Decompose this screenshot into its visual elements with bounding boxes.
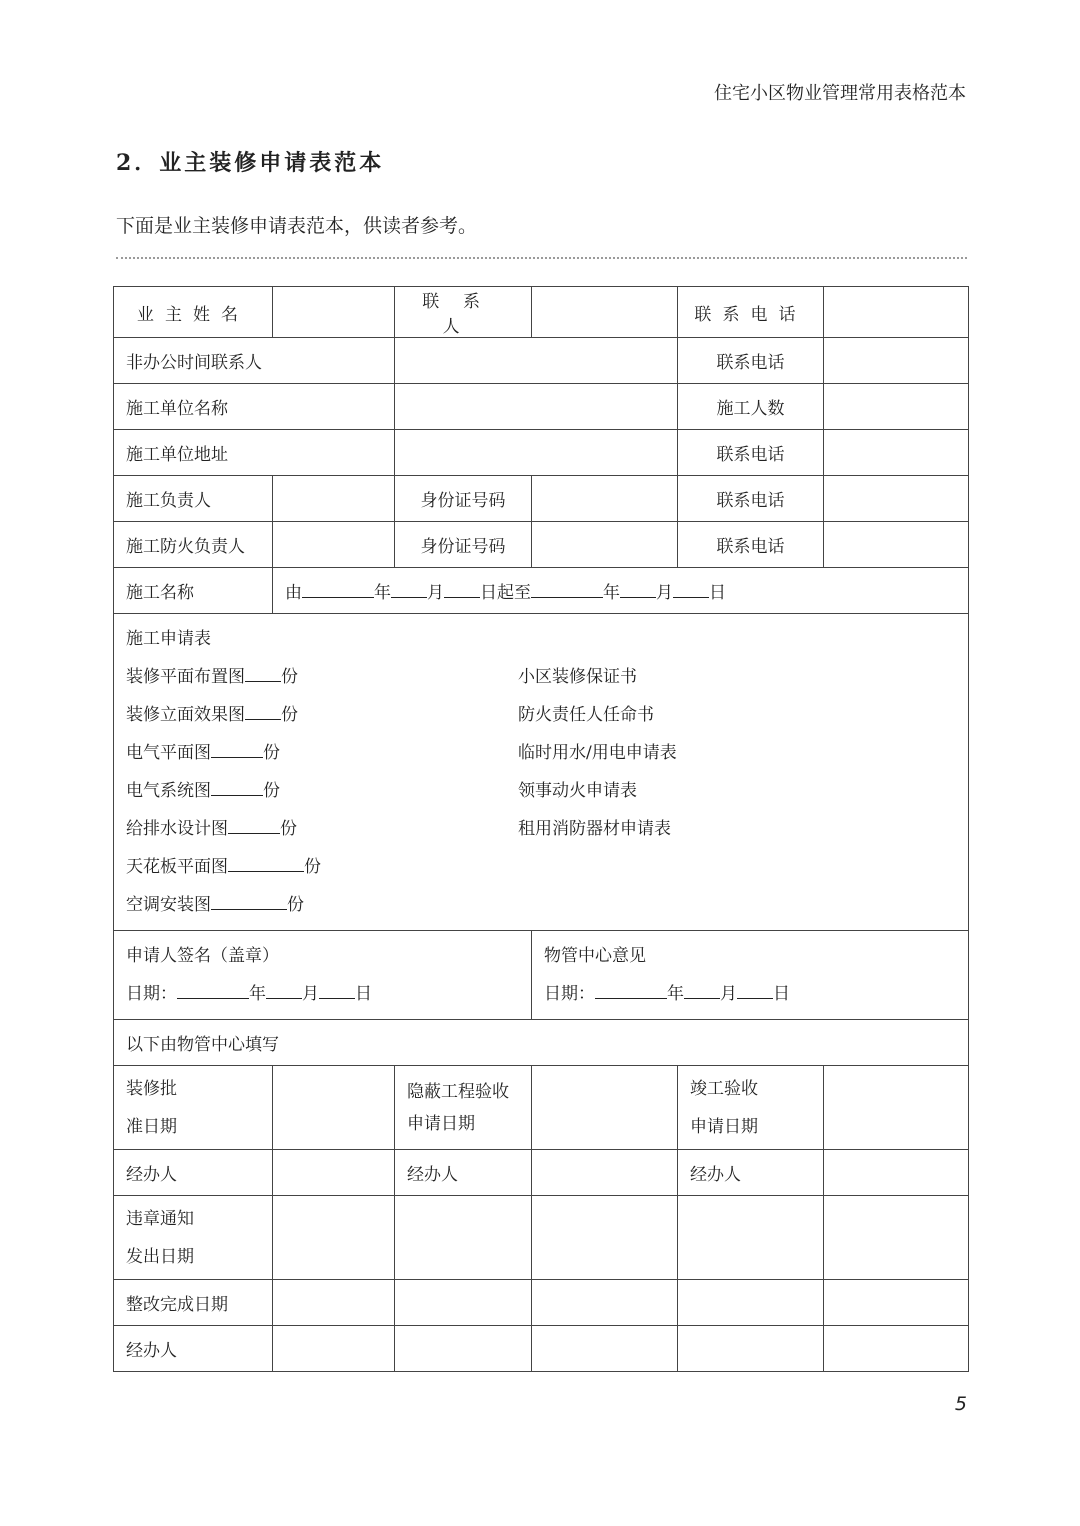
contractor-name-label: 施工单位名称 xyxy=(114,384,395,430)
copies-blank[interactable] xyxy=(245,702,281,720)
document-item xyxy=(126,848,518,886)
site-manager-id-field[interactable] xyxy=(532,476,678,522)
row-construction-period xyxy=(114,568,969,614)
row-final-handler xyxy=(114,1326,969,1372)
document-item xyxy=(126,658,518,696)
contact-phone-field[interactable] xyxy=(824,287,969,338)
day-text: 日 xyxy=(773,984,790,1004)
certificate-item: 防火责任人任命书 xyxy=(518,705,654,725)
start-to-text: 日起至 xyxy=(480,583,531,603)
contractor-address-field[interactable] xyxy=(395,430,678,476)
row-after-hours xyxy=(114,338,969,384)
documents-lists xyxy=(126,658,956,924)
construction-period-field[interactable] xyxy=(273,568,969,614)
row-contractor-name xyxy=(114,384,969,430)
final-handler-field[interactable] xyxy=(678,1326,824,1372)
drawings-list xyxy=(126,658,518,924)
copies-unit: 份 xyxy=(263,781,280,801)
rectify-field[interactable] xyxy=(273,1280,395,1326)
year-text: 年 xyxy=(374,583,391,603)
month-text: 月 xyxy=(427,583,444,603)
management-opinion-label: 物管中心意见 xyxy=(544,946,646,966)
copies-unit: 份 xyxy=(281,667,298,687)
copies-blank[interactable] xyxy=(211,740,263,758)
dotted-divider xyxy=(116,257,967,259)
documents-title: 施工申请表 xyxy=(126,629,211,649)
start-year-blank[interactable] xyxy=(302,580,374,598)
site-manager-label: 施工负责人 xyxy=(114,476,273,522)
document-item xyxy=(126,772,518,810)
document-name: 空调安装图 xyxy=(126,895,211,915)
day-text: 日 xyxy=(709,583,726,603)
document-name: 给排水设计图 xyxy=(126,819,228,839)
copies-unit: 份 xyxy=(287,895,304,915)
fire-manager-id-label: 身份证号码 xyxy=(395,522,532,568)
completion-field[interactable] xyxy=(824,1066,969,1150)
row-approval-dates xyxy=(114,1066,969,1150)
rectify-field[interactable] xyxy=(532,1280,678,1326)
violation-notice-label xyxy=(114,1196,273,1280)
management-opinion-cell[interactable] xyxy=(532,931,969,1020)
site-manager-field[interactable] xyxy=(273,476,395,522)
contact-person-field[interactable] xyxy=(532,287,678,338)
site-manager-phone-label: 联系电话 xyxy=(678,476,824,522)
row-site-manager xyxy=(114,476,969,522)
document-name: 天花板平面图 xyxy=(126,857,228,877)
year2-text: 年 xyxy=(603,583,620,603)
fire-manager-label: 施工防火负责人 xyxy=(114,522,273,568)
final-handler-field[interactable] xyxy=(824,1326,969,1372)
hidden-works-label xyxy=(395,1066,532,1150)
site-manager-phone-field[interactable] xyxy=(824,476,969,522)
year-blank[interactable] xyxy=(177,981,249,999)
rectify-field[interactable] xyxy=(824,1280,969,1326)
fire-manager-field[interactable] xyxy=(273,522,395,568)
worker-count-field[interactable] xyxy=(824,384,969,430)
contractor-phone-field[interactable] xyxy=(824,430,969,476)
violation-field[interactable] xyxy=(273,1196,395,1280)
certificate-item: 临时用水/用电申请表 xyxy=(518,743,677,763)
start-month-blank[interactable] xyxy=(391,580,427,598)
row-handlers xyxy=(114,1150,969,1196)
contact-person-label: 联系人 xyxy=(395,287,532,338)
label-line: 违章通知 xyxy=(126,1208,194,1229)
rectify-date-label: 整改完成日期 xyxy=(114,1280,273,1326)
contractor-phone-label: 联系电话 xyxy=(678,430,824,476)
handler-field[interactable] xyxy=(273,1150,395,1196)
label-line: 发出日期 xyxy=(126,1246,194,1267)
label-line: 申请日期 xyxy=(690,1116,758,1137)
certificate-item: 领事动火申请表 xyxy=(518,781,637,801)
final-handler-field[interactable] xyxy=(273,1326,395,1372)
after-hours-phone-label: 联系电话 xyxy=(678,338,824,384)
copies-blank[interactable] xyxy=(228,854,304,872)
owner-name-field[interactable] xyxy=(273,287,395,338)
document-item xyxy=(126,696,518,734)
handler-label: 经办人 xyxy=(395,1150,532,1196)
label-line: 申请日期 xyxy=(407,1113,475,1134)
intro-text: 下面是业主装修申请表范本，供读者参考。 xyxy=(116,215,478,237)
completion-label xyxy=(678,1066,824,1150)
final-handler-field[interactable] xyxy=(395,1326,532,1372)
violation-field[interactable] xyxy=(395,1196,532,1280)
year-text: 年 xyxy=(667,984,684,1004)
handler-label: 经办人 xyxy=(678,1150,824,1196)
office-use-label: 以下由物管中心填写 xyxy=(114,1020,969,1066)
violation-field[interactable] xyxy=(678,1196,824,1280)
worker-count-label: 施工人数 xyxy=(678,384,824,430)
year-text: 年 xyxy=(249,984,266,1004)
row-documents xyxy=(114,614,969,931)
copies-blank[interactable] xyxy=(228,816,280,834)
fire-manager-id-field[interactable] xyxy=(532,522,678,568)
certificate-item: 小区装修保证书 xyxy=(518,667,637,687)
copies-unit: 份 xyxy=(281,705,298,725)
contact-phone-label: 联系电话 xyxy=(678,287,824,338)
final-handler-label: 经办人 xyxy=(114,1326,273,1372)
copies-unit: 份 xyxy=(304,857,321,877)
applicant-signature-label: 申请人签名（盖章） xyxy=(126,946,279,966)
row-signatures xyxy=(114,931,969,1020)
document-item xyxy=(126,734,518,772)
approval-date-label xyxy=(114,1066,273,1150)
handler-label: 经办人 xyxy=(114,1150,273,1196)
applicant-date xyxy=(126,975,519,1013)
copies-blank[interactable] xyxy=(245,664,281,682)
after-hours-contact-label: 非办公时间联系人 xyxy=(114,338,395,384)
row-contractor-address xyxy=(114,430,969,476)
violation-field[interactable] xyxy=(532,1196,678,1280)
applicant-signature-cell[interactable] xyxy=(114,931,532,1020)
owner-name-label: 业主姓名 xyxy=(114,287,273,338)
handler-field[interactable] xyxy=(824,1150,969,1196)
opinion-date xyxy=(544,975,956,1013)
approval-date-field[interactable] xyxy=(273,1066,395,1150)
end-month-blank[interactable] xyxy=(620,580,656,598)
end-year-blank[interactable] xyxy=(531,580,603,598)
section-title: 2．业主装修申请表范本 xyxy=(116,150,385,176)
contractor-address-label: 施工单位地址 xyxy=(114,430,395,476)
month-blank[interactable] xyxy=(684,981,720,999)
year-blank[interactable] xyxy=(595,981,667,999)
label-line: 准日期 xyxy=(126,1116,177,1137)
document-name: 装修立面效果图 xyxy=(126,705,245,725)
certificate-item: 租用消防器材申请表 xyxy=(518,819,671,839)
row-fire-manager xyxy=(114,522,969,568)
label-line: 隐蔽工程验收 xyxy=(407,1081,509,1102)
document-name: 装修平面布置图 xyxy=(126,667,245,687)
row-owner xyxy=(114,287,969,338)
from-text: 由 xyxy=(285,583,302,603)
after-hours-phone-field[interactable] xyxy=(824,338,969,384)
page-number: 5 xyxy=(954,1393,967,1415)
document-item xyxy=(126,886,518,924)
date-label: 日期： xyxy=(544,984,595,1004)
end-day-blank[interactable] xyxy=(673,580,709,598)
rectify-field[interactable] xyxy=(395,1280,532,1326)
copies-blank[interactable] xyxy=(211,892,287,910)
fire-manager-phone-field[interactable] xyxy=(824,522,969,568)
construction-name-label: 施工名称 xyxy=(114,568,273,614)
handler-field[interactable] xyxy=(532,1150,678,1196)
certificates-list xyxy=(518,658,956,924)
contractor-name-field[interactable] xyxy=(395,384,678,430)
copies-unit: 份 xyxy=(280,819,297,839)
date-label: 日期： xyxy=(126,984,177,1004)
row-rectify xyxy=(114,1280,969,1326)
label-line: 竣工验收 xyxy=(690,1078,758,1099)
copies-blank[interactable] xyxy=(211,778,263,796)
month-blank[interactable] xyxy=(266,981,302,999)
row-office-use xyxy=(114,1020,969,1066)
violation-field[interactable] xyxy=(824,1196,969,1280)
document-item xyxy=(126,810,518,848)
hidden-works-field[interactable] xyxy=(532,1066,678,1150)
month2-text: 月 xyxy=(656,583,673,603)
renovation-application-form xyxy=(113,286,969,1372)
site-manager-id-label: 身份证号码 xyxy=(395,476,532,522)
document-name: 电气平面图 xyxy=(126,743,211,763)
fire-manager-phone-label: 联系电话 xyxy=(678,522,824,568)
day-blank[interactable] xyxy=(319,981,355,999)
after-hours-contact-field[interactable] xyxy=(395,338,678,384)
day-text: 日 xyxy=(355,984,372,1004)
copies-unit: 份 xyxy=(263,743,280,763)
label-line: 装修批 xyxy=(126,1078,177,1099)
rectify-field[interactable] xyxy=(678,1280,824,1326)
final-handler-field[interactable] xyxy=(532,1326,678,1372)
documents-cell xyxy=(114,614,969,931)
day-blank[interactable] xyxy=(737,981,773,999)
start-day-blank[interactable] xyxy=(444,580,480,598)
document-name: 电气系统图 xyxy=(126,781,211,801)
running-header: 住宅小区物业管理常用表格范本 xyxy=(714,83,966,104)
month-text: 月 xyxy=(720,984,737,1004)
row-violation xyxy=(114,1196,969,1280)
month-text: 月 xyxy=(302,984,319,1004)
